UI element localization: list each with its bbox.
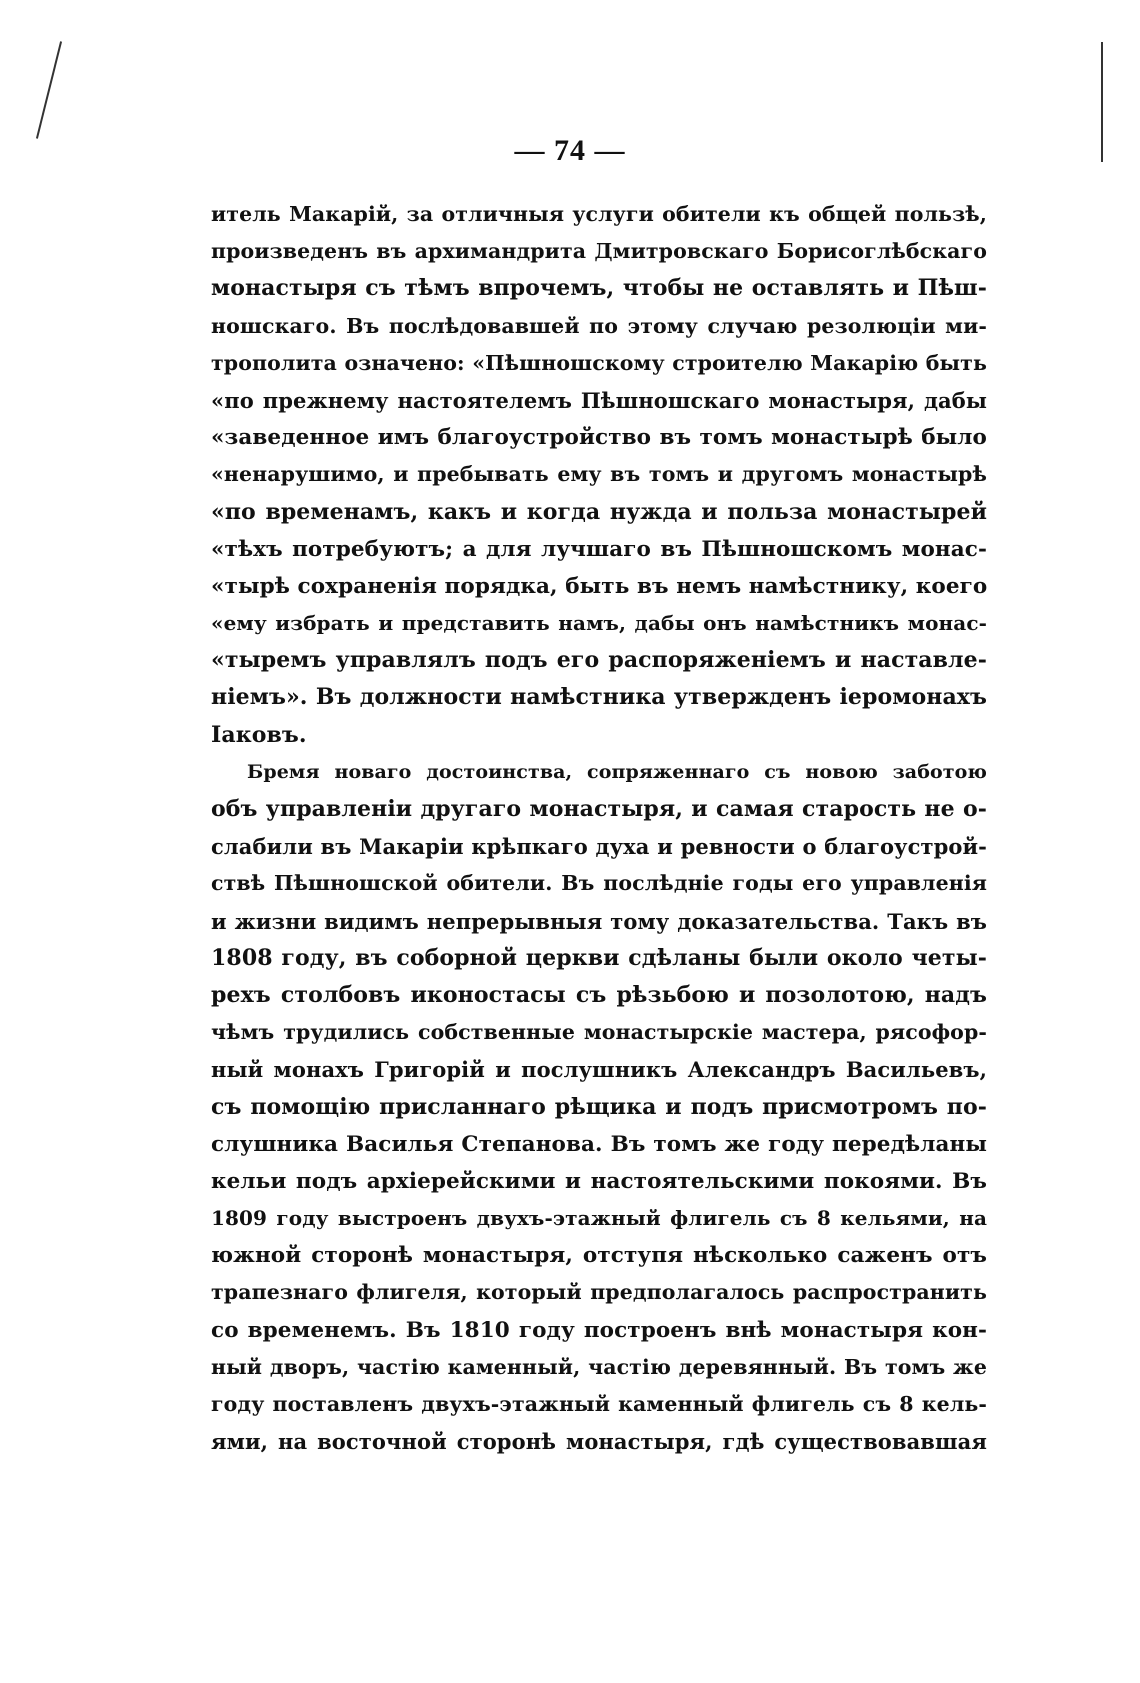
text-line: ствѣ Пѣшношской обители. Въ послѣдніе годы его управленія [211, 871, 987, 896]
text-line: южной сторонѣ монастыря, отступя нѣсколько саженъ отъ [211, 1243, 987, 1269]
text-line: и жизни видимъ непрерывныя тому доказательства. Такъ въ [211, 908, 987, 934]
text-line: ный дворъ, частію каменный, частію деревянный. Въ томъ же [211, 1354, 987, 1379]
text-line: ніемъ». Въ должности намѣстника утвержденъ іеромонахъ [211, 684, 987, 711]
text-line: «тырѣ сохраненія порядка, быть въ немъ намѣстнику, коего [211, 573, 988, 599]
text-line: «заведенное имъ благоустройство въ томъ монастырѣ было [211, 425, 987, 451]
text-line: со временемъ. Въ 1810 году построенъ внѣ монастыря кон- [211, 1317, 987, 1343]
body-text [211, 196, 987, 1460]
text-line: «ему избрать и представить намъ, дабы онъ намѣстникъ монас- [211, 611, 987, 636]
text-line: 1809 году выстроенъ двухъ-этажный флигель съ 8 кельями, на [211, 1206, 987, 1231]
text-line: слушника Василья Степанова. Въ томъ же году передѣланы [211, 1131, 987, 1157]
paragraph-2 [211, 754, 987, 1461]
text-line: «ненарушимо, и пребывать ему въ томъ и другомъ монастырѣ [211, 462, 987, 487]
text-line: Іаковъ. [211, 721, 307, 748]
text-line: ношскаго. Въ послѣдовавшей по этому случаю резолюціи ми- [211, 313, 987, 338]
text-line: трапезнаго флигеля, который предполагалось распространить [211, 1280, 987, 1305]
text-line: монастыря съ тѣмъ впрочемъ, чтобы не оставлять и Пѣш- [211, 275, 987, 302]
scan-mark-left [36, 41, 62, 139]
text-line: кельи подъ архіерейскими и настоятельскими покоями. Въ [211, 1168, 987, 1194]
text-line: чѣмъ трудились собственные монастырскіе мастера, рясофор- [211, 1020, 987, 1045]
text-line: «тѣхъ потребуютъ; а для лучшаго въ Пѣшношскомъ монас- [211, 536, 987, 562]
text-line: слабили въ Макаріи крѣпкаго духа и ревности о благоустрой- [211, 834, 987, 860]
text-line: «тыремъ управлялъ подъ его распоряженіемъ и наставле- [211, 647, 987, 674]
text-line: году поставленъ двухъ-этажный каменный флигель съ 8 кель- [211, 1392, 987, 1416]
text-line: ный монахъ Григорій и послушникъ Александръ Васильевъ, [211, 1057, 987, 1083]
text-line: съ помощію присланнаго рѣщика и подъ присмотромъ по- [211, 1093, 987, 1120]
text-line: объ управленіи другаго монастыря, и самая старость не о- [211, 796, 987, 822]
text-line: рехъ столбовъ иконостасы съ рѣзьбою и позолотою, надъ [211, 981, 987, 1008]
text-line: трополита означено: «Пѣшношскому строителю Макарію быть [211, 350, 987, 375]
text-line: произведенъ въ архимандрита Дмитровскаго Борисоглѣбскаго [211, 239, 987, 264]
text-line: «по прежнему настоятелемъ Пѣшношскаго монастыря, дабы [211, 387, 987, 413]
text-line: итель Макарій, за отличныя услуги обители къ общей пользѣ, [211, 202, 987, 226]
text-line: «по временамъ, какъ и когда нужда и польза монастырей [211, 498, 987, 525]
page-number: — 74 — [514, 134, 626, 167]
text-line: Бремя новаго достоинства, сопряженнаго съ новою заботою [247, 760, 987, 783]
text-line: 1808 году, въ соборной церкви сдѣланы были около четы- [211, 944, 987, 971]
text-line: ями, на восточной сторонѣ монастыря, гдѣ существовавшая [211, 1429, 987, 1455]
paragraph-1 [211, 196, 987, 754]
